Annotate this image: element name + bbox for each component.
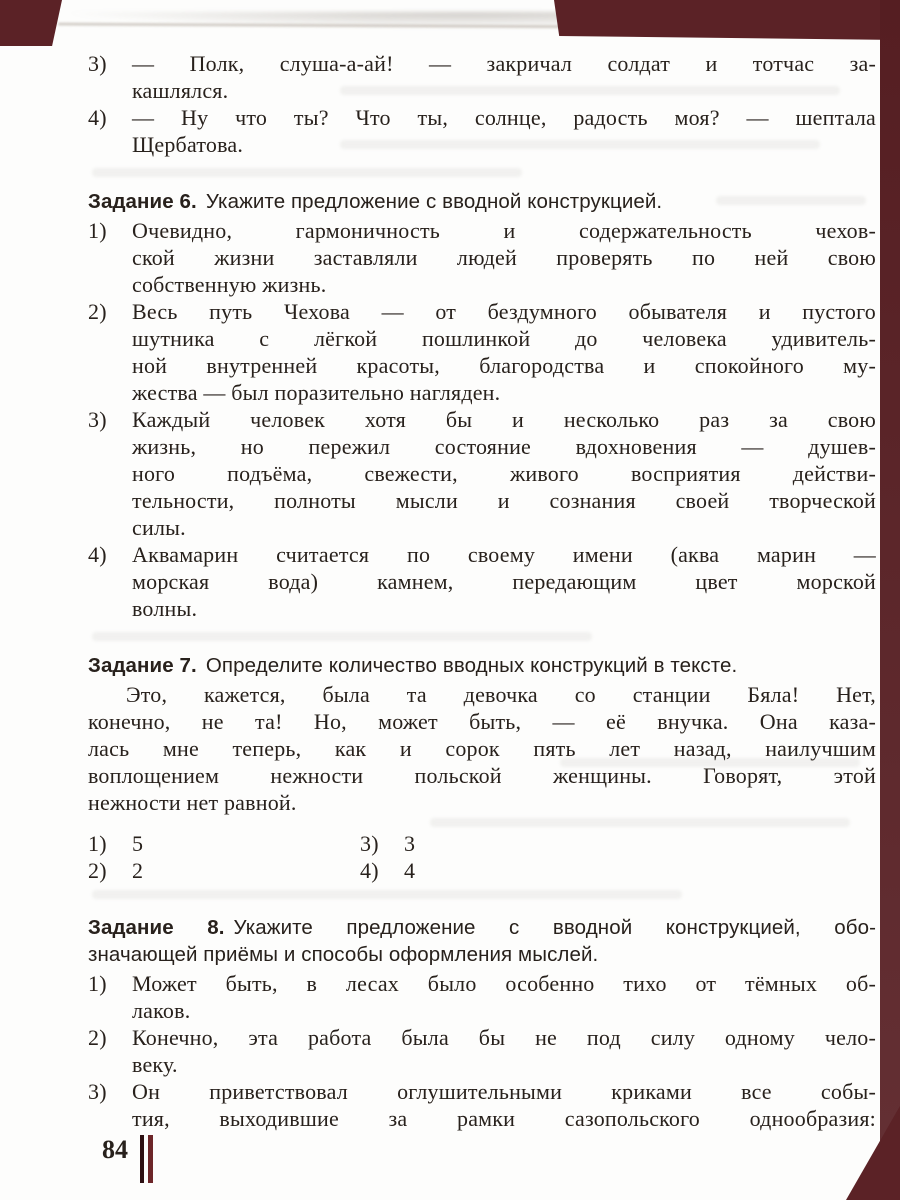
footer-bar-red xyxy=(148,1135,153,1183)
answer-option xyxy=(88,217,876,298)
option-number: 2) xyxy=(88,1025,107,1050)
answer-choice xyxy=(360,830,876,857)
task-6-section xyxy=(88,188,876,622)
text-line: воплощением нежности польской женщины. Говорят, этой xyxy=(88,763,876,788)
task-7-section xyxy=(88,652,876,884)
text-line: Аквамарин считается по своему имени (аква марин — xyxy=(132,542,876,567)
text-line: Может быть, в лесах было особенно тихо от тёмных об- xyxy=(132,971,876,996)
page-content xyxy=(88,50,876,1132)
answer-value: 2 xyxy=(132,858,144,883)
answer-option xyxy=(88,970,876,1024)
previous-task-options xyxy=(88,50,876,158)
text-line: — Ну что ты? Что ты, солнце, радость моя? — шептала xyxy=(132,105,876,130)
text-line: собственную жизнь. xyxy=(132,272,327,297)
option-number: 4) xyxy=(360,858,379,883)
footer-bar-dark xyxy=(140,1135,144,1183)
text-line: жества — был поразительно нагляден. xyxy=(132,380,501,405)
answer-choice xyxy=(88,857,360,884)
text-line: ного подъёма, свежести, живого восприятия действи- xyxy=(132,461,876,486)
option-number: 3) xyxy=(360,831,379,856)
book-cover-edge-right xyxy=(880,0,900,1200)
option-number: 1) xyxy=(88,218,107,243)
option-number: 4) xyxy=(88,105,107,130)
text-line: ной внутренней красоты, благородства и спокойного му- xyxy=(132,353,876,378)
text-line: Каждый человек хотя бы и несколько раз за свою xyxy=(132,407,876,432)
footer-decoration-bars xyxy=(140,1135,153,1183)
task-prompt: Укажите предложение с вводной конструкцией, обо- xyxy=(233,916,876,939)
page-footer xyxy=(102,1134,153,1183)
book-cover-corner-top-right xyxy=(554,0,900,40)
text-line xyxy=(88,914,876,941)
text-line: веку. xyxy=(132,1052,178,1077)
answer-value: 4 xyxy=(404,858,416,883)
option-number: 2) xyxy=(88,858,107,883)
option-number: 2) xyxy=(88,299,107,324)
reading-passage xyxy=(88,681,876,816)
text-line: тельности, полноты мысли и сознания своей творческой xyxy=(132,488,876,513)
task-prompt: Укажите предложение с вводной конструкцией. xyxy=(205,190,663,213)
text-line: волны. xyxy=(132,596,198,621)
text-line: Он приветствовал оглушительными криками все собы- xyxy=(132,1079,876,1104)
text-line: жизнь, но пережил состояние вдохновения — душев- xyxy=(132,434,876,459)
answer-value: 3 xyxy=(404,831,416,856)
text-line: Конечно, эта работа была бы не под силу одному чело- xyxy=(132,1025,876,1050)
answer-option xyxy=(88,298,876,406)
text-line: силы. xyxy=(132,515,186,540)
text-line: Это, кажется, была та девочка со станции Бяла! Нет, xyxy=(126,682,876,707)
option-number: 3) xyxy=(88,407,107,432)
answer-value: 5 xyxy=(132,831,144,856)
task-6-heading xyxy=(88,188,876,215)
task-label: Задание 6. xyxy=(88,190,197,213)
option-number: 1) xyxy=(88,831,107,856)
task-8-heading xyxy=(88,914,876,968)
task-7-heading xyxy=(88,652,876,679)
task-8-section xyxy=(88,914,876,1132)
book-cover-corner-top-left xyxy=(0,0,62,46)
text-line xyxy=(88,188,876,215)
text-line: кашлялся. xyxy=(132,78,229,103)
answer-option xyxy=(88,50,876,104)
text-line xyxy=(88,652,876,679)
task-label: Задание 8. xyxy=(88,916,225,939)
answer-option xyxy=(88,541,876,622)
option-number: 4) xyxy=(88,542,107,567)
answer-option xyxy=(88,1078,876,1132)
text-line: ской жизни заставляли людей проверять по ней свою xyxy=(132,245,876,270)
text-line: нежности нет равной. xyxy=(88,790,297,815)
answer-option xyxy=(88,406,876,541)
option-number: 1) xyxy=(88,971,107,996)
answer-choice xyxy=(88,830,360,857)
text-line: Очевидно, гармоничность и содержательность чехов- xyxy=(132,218,876,243)
option-number: 3) xyxy=(88,1079,107,1104)
text-line: Весь путь Чехова — от бездумного обывателя и пустого xyxy=(132,299,876,324)
text-line: лась мне теперь, как и сорок пять лет назад, наилучшим xyxy=(88,736,876,761)
page-number: 84 xyxy=(102,1135,128,1164)
text-line: — Полк, слуша-а-ай! — закричал солдат и тотчас за- xyxy=(132,51,876,76)
text-line: тия, выходившие за рамки сазопольского однообразия: xyxy=(132,1106,876,1131)
answer-grid xyxy=(88,830,876,884)
task-label: Задание 7. xyxy=(88,654,197,677)
text-line: Щербатова. xyxy=(132,132,244,157)
text-line: шутника с лёгкой пошлинкой до человека удивитель- xyxy=(132,326,876,351)
task-prompt: Определите количество вводных конструкций в тексте. xyxy=(205,654,738,677)
text-line: морская вода) камнем, передающим цвет морской xyxy=(132,569,876,594)
option-number: 3) xyxy=(88,51,107,76)
text-line: лаков. xyxy=(132,998,191,1023)
answer-option xyxy=(88,1024,876,1078)
answer-option xyxy=(88,104,876,158)
text-line: конечно, не та! Но, может быть, — её внучка. Она каза- xyxy=(88,709,876,734)
text-line: значающей приёмы и способы оформления мыслей. xyxy=(88,943,599,966)
answer-choice xyxy=(360,857,876,884)
